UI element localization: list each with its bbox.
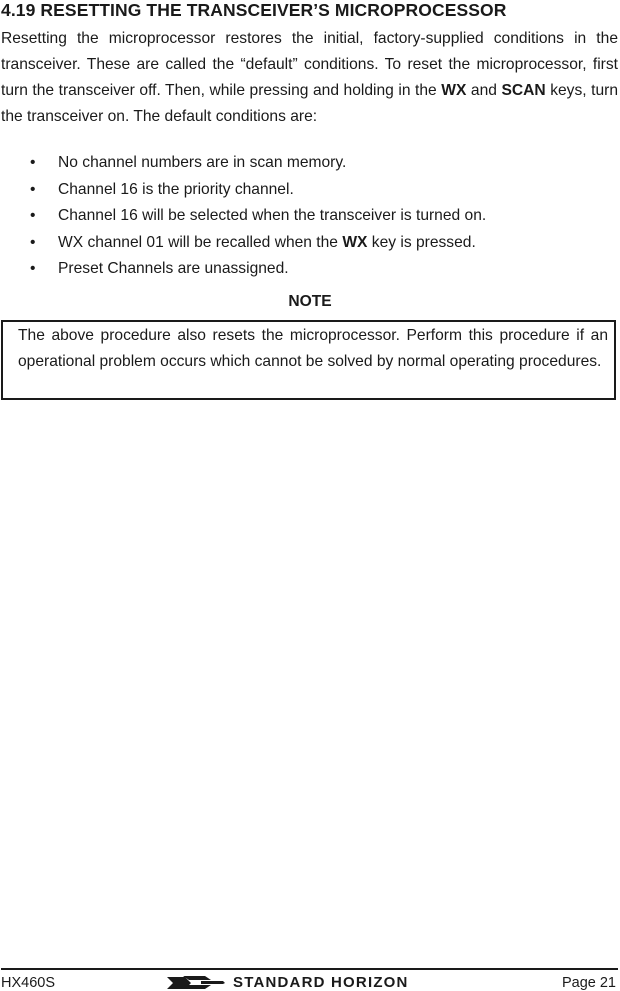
bullet-icon: • [30,233,36,251]
bullet-icon: • [30,154,36,171]
default-conditions-list [0,150,620,283]
brand-logo [165,974,455,991]
list-item-text-before: WX channel 01 will be recalled when the [58,233,343,251]
page-number: Page 21 [561,975,616,991]
list-item-text: Preset Channels are unassigned. [58,260,289,277]
list-item [0,150,620,177]
intro-paragraph [1,26,618,130]
key-wx: WX [441,82,467,99]
list-item-text: Channel 16 will be selected when the transceiver is turned on. [58,207,487,224]
brand-mark-icon [165,974,227,991]
intro-text-2: and [466,82,502,99]
list-item-text-after: key is pressed. [367,233,476,251]
note-heading: NOTE [288,293,332,310]
bullet-icon: • [30,260,36,277]
bullet-icon: • [30,207,36,224]
intro-text-3: keys, turn the transceiver on. The default conditions are: [1,82,618,125]
footer-divider [1,968,618,970]
note-box [1,320,616,400]
note-text: The above procedure also resets the microprocessor. Perform this procedure if an operational problem occurs which cannot be solved by normal operating procedures. [18,327,608,370]
brand-wordmark: STANDARD HORIZON [233,974,409,991]
list-item [0,203,620,230]
key-wx: WX [342,233,368,251]
list-item [0,177,620,204]
bullet-icon: • [30,180,36,198]
list-item-text: Channel 16 is the priority channel. [58,180,294,198]
list-item [0,256,620,283]
intro-text-1: Resetting the microprocessor restores the initial, factory-supplied conditions in the transceiver. These are called the “default” conditions. To reset the microprocessor, first turn the transceiver off. Then, while pressing and holding in the [1,30,618,99]
list-item-text [58,230,476,256]
footer-model: HX460S [1,975,56,991]
list-item [0,230,620,257]
key-scan: SCAN [501,82,546,99]
section-title: 4.19 RESETTING THE TRANSCEIVER’S MICROPROCESSOR [1,0,507,20]
list-item-text: No channel numbers are in scan memory. [58,154,347,171]
